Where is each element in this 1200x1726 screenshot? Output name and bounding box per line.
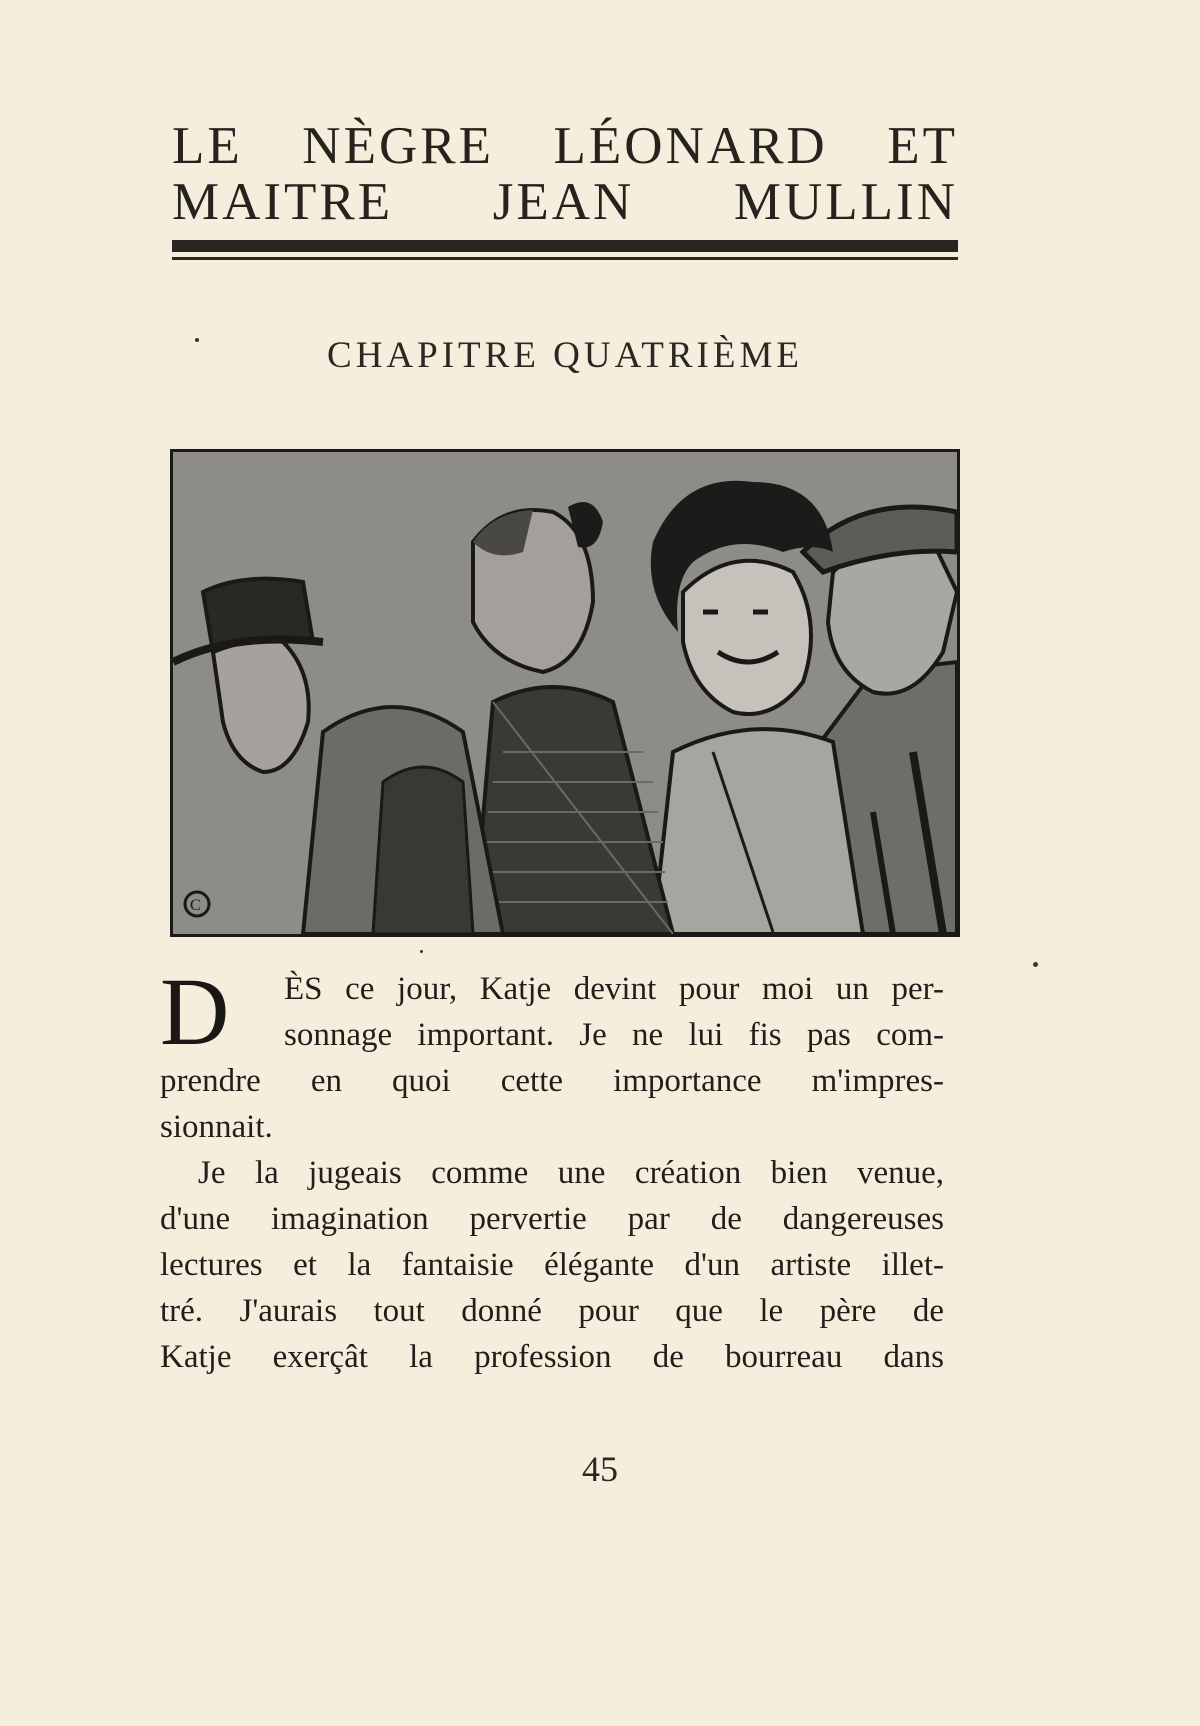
text-line: tré. J'aurais tout donné pour que le père de — [160, 1293, 944, 1329]
paper-speck — [420, 950, 423, 953]
book-title — [172, 118, 958, 230]
illustration-drawing — [173, 452, 957, 934]
text-line: Je la jugeais comme une création bien venue, — [198, 1155, 944, 1191]
paper-speck — [1033, 962, 1038, 967]
title-line-1 — [172, 118, 958, 174]
illustration — [170, 449, 960, 937]
text-line: Katje exerçât la profession de bourreau dans — [160, 1339, 944, 1375]
body-text — [160, 958, 944, 1380]
title-rule-thick — [172, 240, 958, 252]
title-line-2 — [172, 174, 958, 230]
paper-speck — [195, 338, 199, 342]
text-line: ÈS ce jour, Katje devint pour moi un per- — [284, 971, 944, 1007]
signature-letter: C — [190, 897, 201, 914]
paragraph-1 — [160, 958, 944, 1150]
title-word: MAITRE — [172, 173, 394, 231]
text-line: d'une imagination pervertie par de dangereuses — [160, 1201, 944, 1237]
text-line: lectures et la fantaisie élégante d'un artiste illet- — [160, 1247, 944, 1283]
page-number: 45 — [582, 1449, 618, 1489]
drop-cap: D — [160, 958, 230, 1065]
chapter-heading: CHAPITRE QUATRIÈME — [327, 335, 803, 376]
title-word: NÈGRE — [302, 117, 494, 175]
title-word: LÉONARD — [553, 117, 828, 175]
title-word: JEAN — [492, 173, 635, 231]
title-rule-thin — [172, 257, 958, 260]
text-line: prendre en quoi cette importance m'impres- — [160, 1063, 944, 1099]
title-word: ET — [887, 117, 958, 175]
title-word: MULLIN — [733, 173, 958, 231]
text-line: sonnage important. Je ne lui fis pas com- — [284, 1017, 944, 1053]
paragraph-2 — [160, 1150, 944, 1380]
title-word: LE — [172, 117, 243, 175]
text-line: sionnait. — [160, 1109, 273, 1145]
